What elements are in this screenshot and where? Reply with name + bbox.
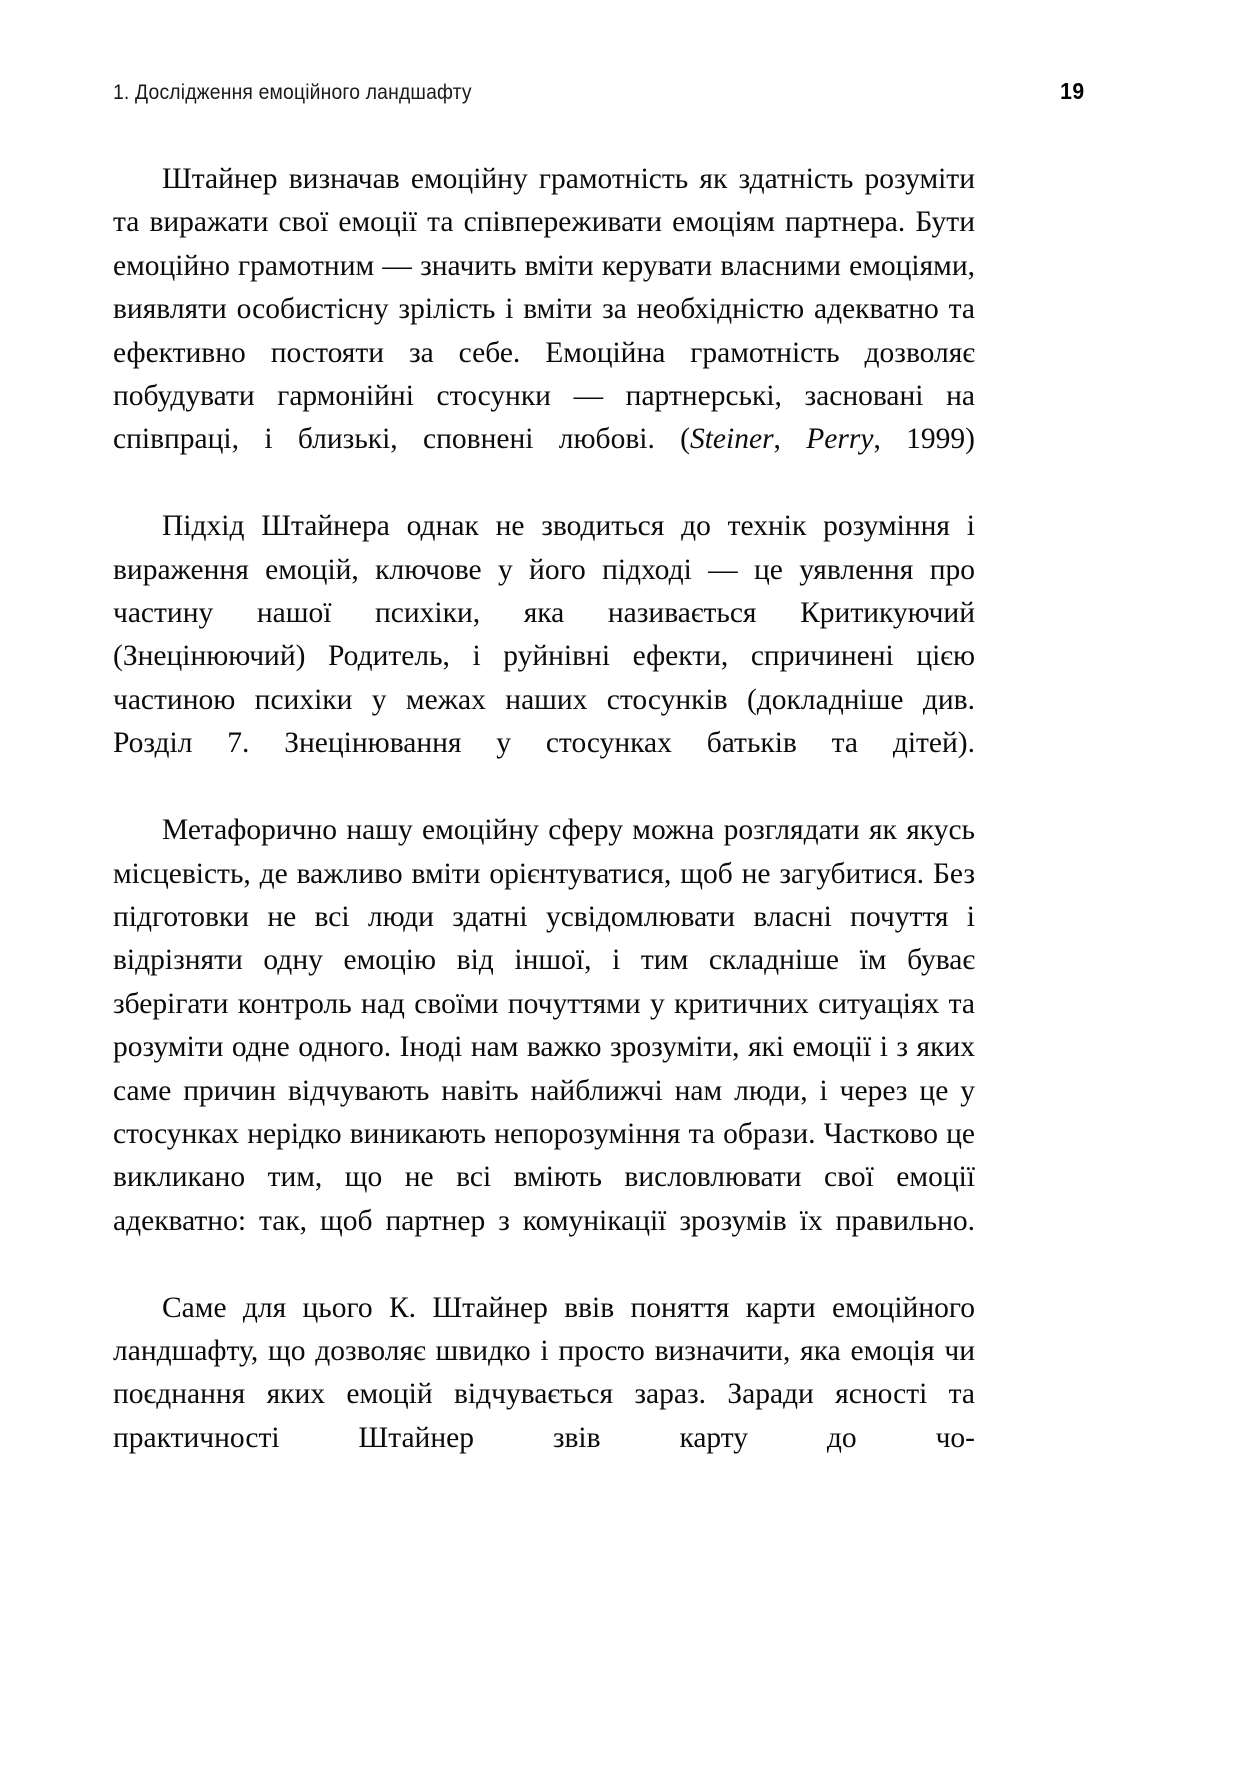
paragraph-1: [113, 158, 975, 505]
citation-year: , 1999): [873, 423, 975, 456]
citation-separator: ,: [773, 423, 807, 456]
paragraph-4: Саме для цього К. Штайнер ввів поняття карти емоційного ландшафту, що дозволяє швидко і просто визначити, яка емоція чи поєднання яких емоцій відчувається зараз. Заради ясності та практичності Штайнер звів карту до чо-: [113, 1291, 975, 1454]
body-text-block: [113, 158, 975, 1504]
paragraph-1-text: Штайнер визначав емоційну грамотність як здатність розуміти та виражати свої емоції та співпереживати емоціям партнера. Бути емоційно грамотним — значить вміти керувати власними емоціями, виявляти особистісну зрілість і вміти за необхідністю адекватно та ефективно постояти за себе. Емоційна грамотність дозволяє побудувати гармонійні стосунки — партнерські, засновані на співпраці, і близькі, сповнені любові. (: [113, 163, 975, 456]
running-head-chapter-title: 1. Дослідження емоційного ландшафту: [113, 81, 472, 104]
page-number: 19: [1060, 78, 1085, 104]
paragraph-2: Підхід Штайнера однак не зводиться до технік розуміння і вираження емоцій, ключове у його підході — це уявлення про частину нашої психіки, яка називається Критикуючий (Знецінюючий) Родитель, і руйнівні ефекти, спричинені цією частиною психіки у межах наших стосунків (докладніше див. Розділ 7. Знецінювання у стосунках батьків та дітей).: [113, 510, 975, 760]
running-head: [113, 78, 1085, 112]
paragraph-3: Метафорично нашу емоційну сферу можна розглядати як якусь місцевість, де важливо вміти орієнтуватися, щоб не загубитися. Без підготовки не всі люди здатні усвідомлювати власні почуття і відрізняти одну емоцію від іншої, і тим складніше їм буває зберігати контроль над своїми почуттями у критичних ситуаціях та розуміти одне одного. Іноді нам важко зрозуміти, які емоції і з яких саме причин відчувають навіть найближчі нам люди, і через це у стосунках нерідко виникають непорозуміння та образи. Частково це викликано тим, що не всі вміють висловлювати свої емоції адекватно: так, щоб партнер з комунікації зрозумів їх правильно.: [113, 814, 975, 1237]
citation-author-steiner: Steiner: [689, 423, 774, 456]
citation-author-perry: Perry: [806, 423, 874, 456]
